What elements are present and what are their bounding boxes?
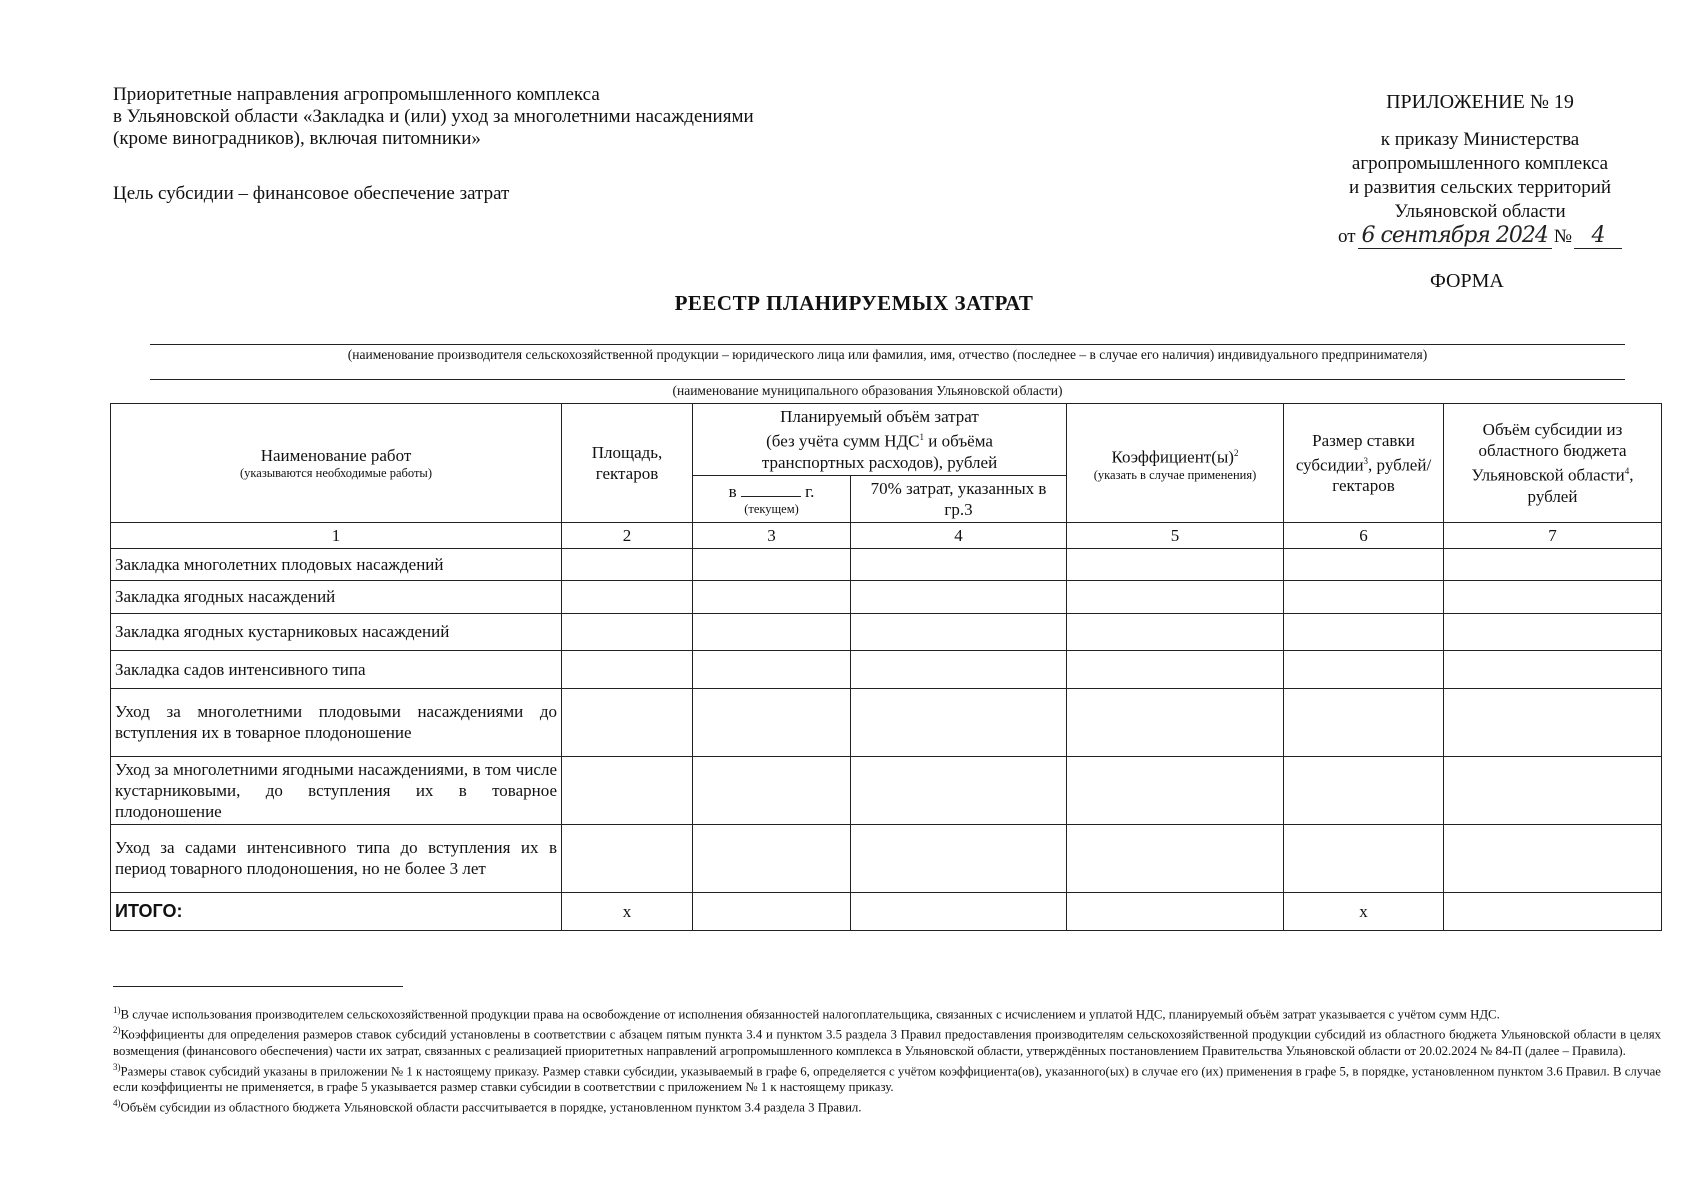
total-subsidy-cell[interactable] bbox=[1444, 892, 1662, 930]
area-cell[interactable] bbox=[562, 650, 693, 688]
rate-cell[interactable] bbox=[1284, 688, 1444, 756]
rate-unit-text: , рублей/гектаров bbox=[1332, 455, 1432, 496]
cost-current-cell[interactable] bbox=[693, 613, 851, 650]
column-number: 5 bbox=[1067, 522, 1284, 548]
header-planned-costs-line bbox=[697, 427, 1062, 452]
column-number: 6 bbox=[1284, 522, 1444, 548]
appendix-line: к приказу Министерства bbox=[1380, 129, 1580, 150]
area-cell[interactable] bbox=[562, 613, 693, 650]
footnote bbox=[113, 1002, 1661, 1022]
footnote-ref: 3 bbox=[1363, 455, 1369, 466]
vat-text: (без учёта сумм НДС bbox=[766, 431, 920, 451]
rate-text: Размер ставки субсидии bbox=[1295, 430, 1415, 475]
rate-cell[interactable] bbox=[1284, 548, 1444, 580]
cost-current-cell[interactable] bbox=[693, 580, 851, 613]
header-70-percent: 70% затрат, указанных в гр.3 bbox=[851, 475, 1067, 522]
planned-costs-table bbox=[110, 403, 1662, 931]
coefficient-cell[interactable] bbox=[1067, 824, 1284, 892]
subsidy-cell[interactable] bbox=[1444, 613, 1662, 650]
subsidy-cell[interactable] bbox=[1444, 580, 1662, 613]
header-rate bbox=[1284, 404, 1444, 523]
cost-current-cell[interactable] bbox=[693, 650, 851, 688]
work-name-cell: Закладка многолетних плодовых насаждений bbox=[111, 548, 562, 580]
column-number: 4 bbox=[851, 522, 1067, 548]
cost-70-cell[interactable] bbox=[851, 548, 1067, 580]
cost-70-cell[interactable] bbox=[851, 580, 1067, 613]
column-number: 1 bbox=[111, 522, 562, 548]
table-row bbox=[111, 824, 1662, 892]
cost-70-cell[interactable] bbox=[851, 688, 1067, 756]
footnote bbox=[113, 1022, 1661, 1058]
cost-current-cell[interactable] bbox=[693, 756, 851, 824]
rate-cell[interactable] bbox=[1284, 756, 1444, 824]
municipality-caption: (наименование муниципального образования Ульяновской области) bbox=[672, 383, 1063, 398]
producer-name-line bbox=[150, 344, 1625, 345]
work-name-cell: Закладка ягодных кустарниковых насаждений bbox=[111, 613, 562, 650]
heading-line: в Ульяновской области «Закладка и (или) уход за многолетними насаждениями bbox=[113, 106, 754, 127]
current-year-line bbox=[697, 481, 846, 502]
heading-line: Приоритетные направления агропромышленного комплекса bbox=[113, 84, 600, 105]
year-suffix: г. bbox=[805, 481, 815, 501]
volume-text: и объёма bbox=[924, 431, 993, 451]
cost-70-cell[interactable] bbox=[851, 650, 1067, 688]
subsidy-unit-text: , рублей bbox=[1527, 465, 1634, 506]
subsidy-cell[interactable] bbox=[1444, 688, 1662, 756]
cost-70-cell[interactable] bbox=[851, 613, 1067, 650]
rate-cell[interactable] bbox=[1284, 824, 1444, 892]
appendix-line: Ульяновской области bbox=[1394, 201, 1566, 222]
total-cost-current-cell[interactable] bbox=[693, 892, 851, 930]
rate-cell[interactable] bbox=[1284, 613, 1444, 650]
subsidy-goal: Цель субсидии – финансовое обеспечение затрат bbox=[113, 183, 510, 204]
subsidy-text: Объём субсидии из областного бюджета Ульяновской области bbox=[1471, 420, 1627, 485]
footnote-text: Объём субсидии из областного бюджета Ульяновской области рассчитывается в порядке, установленном пунктом 3.4 раздела 3 Правил. bbox=[120, 1100, 862, 1115]
handwritten-number: 4 bbox=[1574, 224, 1622, 249]
column-number: 7 bbox=[1444, 522, 1662, 548]
coefficient-cell[interactable] bbox=[1067, 650, 1284, 688]
footnote-mark: 3) bbox=[113, 1061, 121, 1072]
column-number: 3 bbox=[693, 522, 851, 548]
current-year-note: (текущем) bbox=[744, 501, 799, 516]
coefficient-cell[interactable] bbox=[1067, 580, 1284, 613]
heading-line: (кроме виноградников), включая питомники» bbox=[113, 128, 481, 149]
footnote-ref: 2 bbox=[1233, 448, 1239, 458]
header-coefficient bbox=[1067, 404, 1284, 523]
footnote-separator bbox=[113, 986, 403, 987]
subsidy-cell[interactable] bbox=[1444, 756, 1662, 824]
header-planned-costs-line: Планируемый объём затрат bbox=[780, 407, 979, 426]
subsidy-cell[interactable] bbox=[1444, 548, 1662, 580]
total-cost-70-cell[interactable] bbox=[851, 892, 1067, 930]
rate-cell[interactable] bbox=[1284, 580, 1444, 613]
coefficient-cell[interactable] bbox=[1067, 548, 1284, 580]
coefficient-cell[interactable] bbox=[1067, 688, 1284, 756]
year-blank bbox=[741, 496, 801, 497]
footnote bbox=[113, 1059, 1661, 1095]
total-row bbox=[111, 892, 1662, 930]
header-subsidy-volume bbox=[1444, 404, 1662, 523]
header-current-year bbox=[693, 475, 851, 522]
header-work-name bbox=[111, 404, 562, 523]
rate-cell[interactable] bbox=[1284, 650, 1444, 688]
appendix-block bbox=[1300, 90, 1660, 249]
work-name-cell: Закладка ягодных насаждений bbox=[111, 580, 562, 613]
order-date-line bbox=[1300, 224, 1660, 249]
total-area-cell: х bbox=[562, 892, 693, 930]
footnote bbox=[113, 1095, 1661, 1115]
coefficient-cell[interactable] bbox=[1067, 756, 1284, 824]
footnote-text: В случае использования производителем сельскохозяйственной продукции права на освобождение от исполнения обязанностей налогоплательщика, связанных с исчислением и уплатой НДС, планируемый объём затрат указывается с учётом сумм НДС. bbox=[120, 1007, 1500, 1022]
header-work-note: (указываются необходимые работы) bbox=[239, 465, 432, 480]
date-prefix: от bbox=[1337, 226, 1356, 247]
total-coefficient-cell[interactable] bbox=[1067, 892, 1284, 930]
work-name-cell: Уход за многолетними плодовыми насаждениями до вступления их в товарное плодоношение bbox=[111, 688, 562, 756]
footnote-ref: 4 bbox=[1624, 466, 1630, 476]
area-cell[interactable] bbox=[562, 688, 693, 756]
table-row bbox=[111, 580, 1662, 613]
column-numbers-row bbox=[111, 522, 1662, 548]
cost-70-cell[interactable] bbox=[851, 824, 1067, 892]
municipality-name-line bbox=[150, 379, 1625, 380]
form-label: ФОРМА bbox=[1430, 270, 1504, 292]
header-planned-costs-line: транспортных расходов), рублей bbox=[761, 452, 998, 472]
cost-70-cell[interactable] bbox=[851, 756, 1067, 824]
handwritten-date: 6 сентября 2024 bbox=[1358, 224, 1552, 249]
footnote-text: Коэффициенты для определения размеров ставок субсидий установлены в соответствии с абзацем пятым пункта 3.4 и пунктом 3.5 раздела 3 Правил предоставления производителям сельскохозяйственной продукции субсидий из областного бюджета Ульяновской области в целях возмещения (финансового обеспечения) части их затрат, связанных с реализацией приоритетных направлений агропромышленного комплекса в Ульяновской области, утверждённых постановлением Правительства Ульяновской области от 20.02.2024 № 84-П (далее – Правила). bbox=[113, 1027, 1661, 1058]
column-number: 2 bbox=[562, 522, 693, 548]
table-row bbox=[111, 688, 1662, 756]
priority-direction-heading bbox=[113, 84, 754, 150]
table-row bbox=[111, 650, 1662, 688]
coefficient-text: Коэффициент(ы) bbox=[1111, 447, 1234, 467]
footnote-mark: 1) bbox=[113, 1005, 121, 1015]
appendix-number: ПРИЛОЖЕНИЕ № 19 bbox=[1386, 91, 1574, 113]
footnote-mark: 4) bbox=[113, 1097, 121, 1108]
header-area: Площадь, гектаров bbox=[562, 404, 693, 523]
footnote-mark: 2) bbox=[113, 1025, 121, 1036]
table-row bbox=[111, 756, 1662, 824]
header-planned-costs bbox=[693, 404, 1067, 476]
area-cell[interactable] bbox=[562, 580, 693, 613]
table-row bbox=[111, 548, 1662, 580]
header-coefficient-title bbox=[1071, 443, 1279, 468]
area-cell[interactable] bbox=[562, 824, 693, 892]
coefficient-cell[interactable] bbox=[1067, 613, 1284, 650]
subsidy-cell[interactable] bbox=[1444, 824, 1662, 892]
cost-current-cell[interactable] bbox=[693, 824, 851, 892]
total-label: ИТОГО: bbox=[111, 892, 562, 930]
appendix-line: и развития сельских территорий bbox=[1348, 177, 1612, 198]
footnotes bbox=[113, 1002, 1661, 1115]
document-title: РЕЕСТР ПЛАНИРУЕМЫХ ЗАТРАТ bbox=[674, 291, 1034, 315]
appendix-line: агропромышленного комплекса bbox=[1351, 153, 1609, 174]
work-name-cell: Закладка садов интенсивного типа bbox=[111, 650, 562, 688]
producer-caption: (наименование производителя сельскохозяйственной продукции – юридического лица или фамилия, имя, отчество (последнее – в случае его наличия) индивидуального предпринимателя) bbox=[347, 347, 1428, 362]
area-cell[interactable] bbox=[562, 756, 693, 824]
header-work-title: Наименование работ bbox=[260, 445, 412, 465]
cost-current-cell[interactable] bbox=[693, 548, 851, 580]
header-coefficient-note: (указать в случае применения) bbox=[1093, 467, 1257, 482]
total-rate-cell: х bbox=[1284, 892, 1444, 930]
number-prefix: № bbox=[1553, 226, 1572, 247]
work-name-cell: Уход за многолетними ягодными насаждениями, в том числе кустарниковыми, до вступления их в товарное плодоношение bbox=[111, 756, 562, 824]
year-prefix: в bbox=[728, 481, 737, 501]
footnote-text: Размеры ставок субсидий указаны в приложении № 1 к настоящему приказу. Размер ставки субсидии, указываемый в графе 6, определяется с учётом коэффициента(ов), указанного(ых) в случае его (их) применения в графе 5, в порядке, установленном пунктом 3.6 Правил. В случае если коэффициенты не применяется, в графе 5 указывается размер ставки субсидии в соответствии с приложением № 1 к настоящему приказу. bbox=[113, 1063, 1661, 1094]
footnote-ref: 1 bbox=[919, 432, 925, 442]
subsidy-cell[interactable] bbox=[1444, 650, 1662, 688]
area-cell[interactable] bbox=[562, 548, 693, 580]
table-row bbox=[111, 613, 1662, 650]
cost-current-cell[interactable] bbox=[693, 688, 851, 756]
work-name-cell: Уход за садами интенсивного типа до вступления их в период товарного плодоношения, но не более 3 лет bbox=[111, 824, 562, 892]
